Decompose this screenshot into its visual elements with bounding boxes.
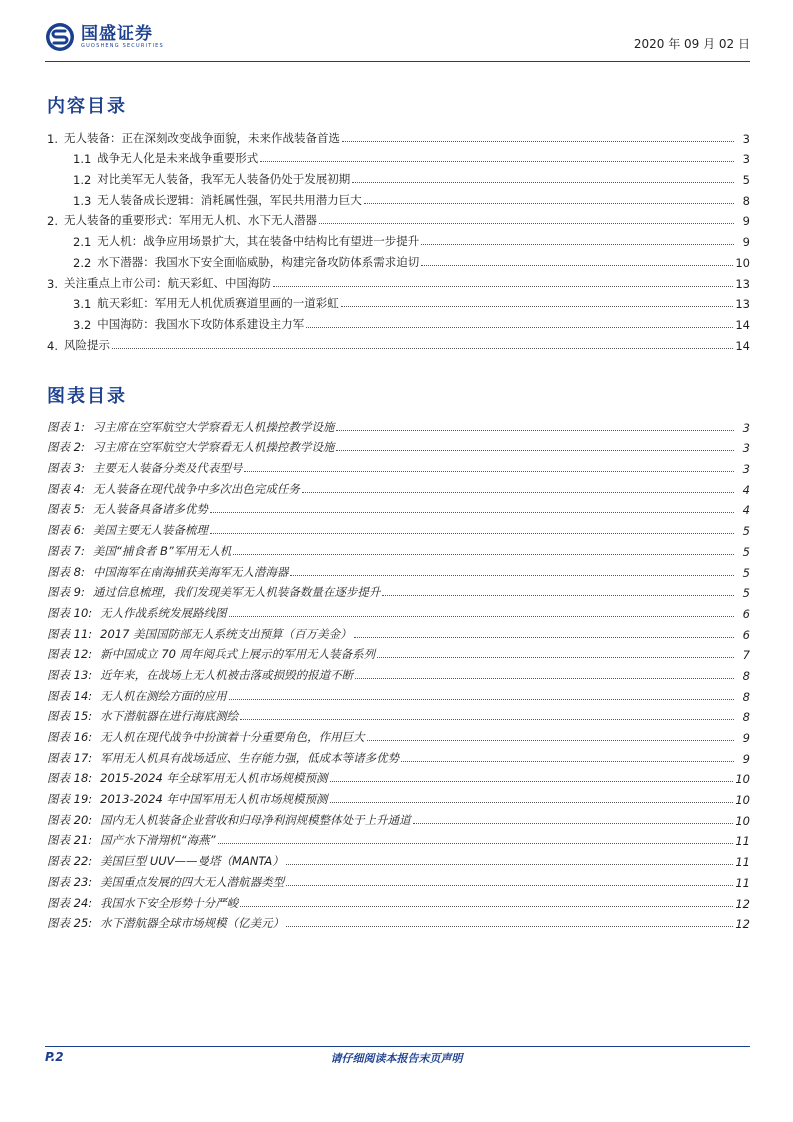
figure-entry-label: 图表 20: bbox=[47, 812, 93, 827]
figure-entry-label: 图表 17: bbox=[47, 750, 93, 765]
figure-entry[interactable] bbox=[47, 869, 750, 890]
toc-title: 内容目录 bbox=[47, 96, 127, 117]
figure-entry[interactable] bbox=[47, 455, 750, 476]
figure-entry-page: 6 bbox=[742, 627, 750, 642]
toc-entry-text: 战争无人化是未来战争重要形式 bbox=[97, 151, 259, 166]
toc-entry-text: 无人装备：正在深刻改变战争面貌，未来作战装备首选 bbox=[63, 130, 340, 145]
figure-entry-page: 5 bbox=[742, 586, 750, 601]
figure-entry-label: 图表 19: bbox=[47, 792, 93, 807]
figure-entry-page: 11 bbox=[735, 875, 750, 890]
brand-name-cn: 国盛证券 bbox=[81, 23, 153, 44]
figure-entry-label: 图表 3: bbox=[47, 461, 85, 476]
figure-entry-label: 图表 1: bbox=[47, 419, 85, 434]
toc-entry-number: 3.2 bbox=[73, 317, 92, 332]
figure-entry-page: 3 bbox=[742, 441, 750, 456]
figure-entry[interactable] bbox=[47, 683, 750, 704]
figure-entry-text: 中国海军在南海捕获美海军无人潜海器 bbox=[92, 564, 289, 579]
toc-entry[interactable] bbox=[47, 166, 750, 187]
figure-entry-label: 图表 21: bbox=[47, 833, 93, 848]
toc-entry-number: 1.2 bbox=[73, 173, 92, 188]
toc-entry-page: 9 bbox=[742, 214, 750, 229]
figure-entry-text: 我国水下安全形势十分严峻 bbox=[100, 895, 239, 910]
figure-entry-label: 图表 14: bbox=[47, 688, 93, 703]
figures-title: 图表目录 bbox=[47, 386, 127, 407]
figure-entry-label: 图表 11: bbox=[47, 626, 93, 641]
toc-entry-number: 2. bbox=[47, 214, 58, 229]
dot-leader bbox=[233, 554, 734, 555]
dot-leader bbox=[210, 512, 734, 513]
toc-entry[interactable] bbox=[47, 208, 750, 229]
figure-entry-page: 7 bbox=[742, 648, 750, 663]
dot-leader bbox=[421, 265, 733, 266]
figure-entry-text: 国产水下滑翔机“海燕” bbox=[100, 833, 216, 848]
toc-entry-page: 9 bbox=[742, 235, 750, 250]
figure-entry-page: 9 bbox=[742, 731, 750, 745]
guosheng-logo-icon bbox=[45, 22, 75, 52]
figure-entry-page: 8 bbox=[742, 668, 750, 683]
figure-entry-text: 2015-2024 年全球军用无人机市场规模预测 bbox=[100, 771, 328, 786]
toc-entry-text: 风险提示 bbox=[63, 337, 110, 352]
footer-divider bbox=[45, 1046, 750, 1047]
figure-entry-label: 图表 24: bbox=[47, 895, 93, 910]
figure-entry-label: 图表 23: bbox=[47, 874, 93, 889]
figure-entry[interactable] bbox=[47, 662, 750, 683]
figure-entry-text: 无人装备具备诸多优势 bbox=[92, 502, 208, 517]
toc-entry[interactable] bbox=[47, 146, 750, 167]
dot-leader bbox=[413, 823, 734, 824]
toc-entry-number: 1.3 bbox=[73, 193, 92, 208]
toc-entry[interactable] bbox=[47, 228, 750, 249]
dot-leader bbox=[286, 926, 733, 927]
figure-entry-page: 5 bbox=[742, 565, 750, 580]
figure-entry-page: 12 bbox=[735, 896, 750, 911]
figure-entry-label: 图表 12: bbox=[47, 647, 93, 662]
toc-entry-page: 10 bbox=[735, 255, 750, 270]
toc-entry-page: 3 bbox=[742, 131, 750, 146]
figure-entry-page: 3 bbox=[742, 462, 750, 477]
dot-leader bbox=[319, 223, 734, 224]
figure-entry[interactable] bbox=[47, 911, 750, 932]
dot-leader bbox=[112, 348, 733, 349]
figure-entry-label: 图表 6: bbox=[47, 523, 85, 538]
figure-entry-label: 图表 16: bbox=[47, 730, 93, 744]
toc-entry[interactable] bbox=[47, 270, 750, 291]
figure-entry-page: 12 bbox=[735, 917, 750, 932]
toc-entry[interactable] bbox=[47, 332, 750, 353]
figure-entry[interactable] bbox=[47, 414, 750, 435]
figure-entry-text: 新中国成立 70 周年阅兵式上展示的军用无人装备系列 bbox=[100, 647, 376, 662]
dot-leader bbox=[229, 616, 734, 617]
toc-entry-text: 中国海防：我国水下攻防体系建设主力军 bbox=[97, 316, 305, 331]
figure-entry-label: 图表 22: bbox=[47, 854, 93, 869]
dot-leader bbox=[273, 286, 733, 287]
figure-entry[interactable] bbox=[47, 517, 750, 538]
figure-entry-text: 国内无人机装备企业营收和归母净利润规模整体处于上升通道 bbox=[100, 812, 411, 827]
figure-entry-text: 2017 美国国防部无人系统支出预算（百万美金） bbox=[100, 626, 352, 641]
dot-leader bbox=[330, 781, 734, 782]
figure-entry[interactable] bbox=[47, 848, 750, 869]
brand-name-en: GUOSHENG SECURITIES bbox=[81, 42, 164, 49]
figure-entry-text: 美国巨型 UUV——曼塔（MANTA） bbox=[100, 854, 284, 869]
figure-entry-text: 无人装备在现代战争中多次出色完成任务 bbox=[92, 481, 300, 496]
figure-entry-page: 9 bbox=[742, 751, 750, 766]
figure-entry-text: 美国重点发展的四大无人潜航器类型 bbox=[100, 874, 285, 889]
header-divider bbox=[45, 61, 750, 62]
figure-entry-label: 图表 25: bbox=[47, 916, 93, 931]
figure-entry-text: 水下潜航器全球市场规模（亿美元） bbox=[100, 916, 285, 931]
toc-entry[interactable] bbox=[47, 249, 750, 270]
toc-entry[interactable] bbox=[47, 187, 750, 208]
figure-entry-label: 图表 10: bbox=[47, 605, 93, 620]
figure-entry-text: 美国“捕食者 B”军用无人机 bbox=[92, 543, 232, 558]
figure-entry-label: 图表 5: bbox=[47, 502, 85, 517]
figure-entry[interactable] bbox=[47, 497, 750, 518]
figure-entry-text: 主要无人装备分类及代表型号 bbox=[92, 461, 243, 476]
toc-entry-text: 无人装备成长逻辑：消耗属性强，军民共用潜力巨大 bbox=[97, 192, 362, 207]
footer-disclaimer: 请仔细阅读本报告末页声明 bbox=[330, 1052, 463, 1065]
figure-entry[interactable] bbox=[47, 559, 750, 580]
figure-entry-text: 水下潜航器在进行海底测绘 bbox=[100, 709, 239, 724]
figure-entry-text: 无人作战系统发展路线图 bbox=[100, 605, 227, 620]
toc-entry-number: 3.1 bbox=[73, 297, 92, 312]
toc-entry-page: 13 bbox=[735, 297, 750, 312]
toc-entry[interactable] bbox=[47, 291, 750, 312]
figure-entry-page: 8 bbox=[742, 710, 750, 725]
brand-logo bbox=[45, 22, 164, 52]
figure-entry[interactable] bbox=[47, 642, 750, 663]
dot-leader bbox=[286, 885, 733, 886]
figure-entry[interactable] bbox=[47, 538, 750, 559]
figure-entry-page: 11 bbox=[735, 855, 750, 870]
figure-entry-label: 图表 18: bbox=[47, 771, 93, 786]
figure-entry-page: 10 bbox=[735, 793, 750, 808]
figure-entry-text: 2013-2024 年中国军用无人机市场规模预测 bbox=[100, 792, 328, 807]
figure-entry-page: 11 bbox=[735, 834, 750, 849]
toc-entry-page: 8 bbox=[742, 193, 750, 208]
toc-entry-text: 水下潜器：我国水下安全面临威胁，构建完备攻防体系需求迫切 bbox=[97, 254, 420, 269]
dot-leader bbox=[210, 533, 734, 534]
report-date: 2020 年 09 月 02 日 bbox=[633, 37, 750, 51]
figure-entry-page: 6 bbox=[742, 606, 750, 621]
toc-list bbox=[47, 125, 750, 353]
figure-entry-page: 5 bbox=[742, 524, 750, 539]
toc-entry-text: 对比美军无人装备，我军无人装备仍处于发展初期 bbox=[97, 172, 351, 187]
toc-entry-page: 14 bbox=[735, 338, 750, 353]
figure-entry-text: 美国主要无人装备梳理 bbox=[92, 523, 208, 538]
dot-leader bbox=[218, 843, 734, 844]
dot-leader bbox=[382, 595, 734, 596]
toc-entry-number: 2.2 bbox=[73, 255, 92, 270]
toc-entry-text: 无人装备的重要形式：军用无人机、水下无人潜器 bbox=[63, 213, 317, 228]
figure-entry[interactable] bbox=[47, 745, 750, 766]
figure-entry[interactable] bbox=[47, 435, 750, 456]
figure-entry-page: 4 bbox=[742, 503, 750, 518]
toc-entry-number: 2.1 bbox=[73, 235, 92, 250]
figure-entry[interactable] bbox=[47, 580, 750, 601]
dot-leader bbox=[260, 161, 734, 162]
figure-entry-page: 10 bbox=[735, 772, 750, 787]
toc-entry-page: 14 bbox=[735, 317, 750, 332]
dot-leader bbox=[421, 244, 734, 245]
figure-entry[interactable] bbox=[47, 724, 750, 745]
figure-entry-label: 图表 13: bbox=[47, 667, 93, 682]
toc-entry[interactable] bbox=[47, 125, 750, 146]
figure-entry-page: 10 bbox=[735, 813, 750, 828]
dot-leader bbox=[336, 430, 734, 431]
figure-entry-label: 图表 15: bbox=[47, 709, 93, 724]
dot-leader bbox=[352, 182, 734, 183]
figure-entry-label: 图表 9: bbox=[47, 585, 85, 600]
toc-entry-page: 3 bbox=[742, 152, 750, 167]
figure-entry-page: 4 bbox=[742, 482, 750, 497]
figure-entry-text: 习主席在空军航空大学察看无人机操控教学设施 bbox=[92, 440, 335, 455]
dot-leader bbox=[290, 575, 734, 576]
figure-entry-text: 军用无人机具有战场适应、生存能力强，低成本等诸多优势 bbox=[100, 750, 400, 765]
figure-entry-text: 习主席在空军航空大学察看无人机操控教学设施 bbox=[92, 419, 335, 434]
figure-entry[interactable] bbox=[47, 476, 750, 497]
toc-entry-page: 13 bbox=[735, 276, 750, 291]
figure-entry-text: 无人机在现代战争中扮演着十分重要角色，作用巨大 bbox=[100, 730, 365, 744]
dot-leader bbox=[377, 657, 734, 658]
page-header bbox=[45, 22, 750, 62]
figure-entry[interactable] bbox=[47, 704, 750, 725]
dot-leader bbox=[229, 699, 734, 700]
toc-entry-text: 无人机：战争应用场景扩大，其在装备中结构比有望进一步提升 bbox=[97, 234, 420, 249]
dot-leader bbox=[240, 719, 734, 720]
figure-entry-label: 图表 4: bbox=[47, 481, 85, 496]
figure-entry-page: 3 bbox=[742, 420, 750, 435]
figure-entry[interactable] bbox=[47, 621, 750, 642]
toc-entry-text: 航天彩虹：军用无人机优质赛道里画的一道彩虹 bbox=[97, 296, 339, 311]
toc-entry-number: 4. bbox=[47, 338, 58, 353]
figures-list bbox=[47, 414, 750, 931]
dot-leader bbox=[240, 906, 733, 907]
figure-entry-label: 图表 2: bbox=[47, 440, 85, 455]
figure-entry-page: 8 bbox=[742, 689, 750, 704]
dot-leader bbox=[355, 678, 734, 679]
toc-entry-number: 1. bbox=[47, 131, 58, 146]
dot-leader bbox=[354, 637, 734, 638]
toc-entry[interactable] bbox=[47, 311, 750, 332]
toc-entry-number: 3. bbox=[47, 276, 58, 291]
dot-leader bbox=[342, 141, 734, 142]
toc-entry-number: 1.1 bbox=[73, 152, 92, 167]
toc-entry-page: 5 bbox=[742, 173, 750, 188]
figure-entry[interactable] bbox=[47, 828, 750, 849]
dot-leader bbox=[341, 306, 734, 307]
figure-entry-text: 无人机在测绘方面的应用 bbox=[100, 688, 227, 703]
page-number: P.2 bbox=[45, 1050, 64, 1064]
dot-leader bbox=[336, 450, 734, 451]
figure-entry-page: 5 bbox=[742, 544, 750, 559]
figure-entry[interactable] bbox=[47, 786, 750, 807]
dot-leader bbox=[401, 761, 734, 762]
toc-entry-text: 关注重点上市公司：航天彩虹、中国海防 bbox=[63, 275, 271, 290]
dot-leader bbox=[364, 203, 734, 204]
figure-entry[interactable] bbox=[47, 600, 750, 621]
dot-leader bbox=[367, 740, 734, 741]
figure-entry-label: 图表 7: bbox=[47, 543, 85, 558]
dot-leader bbox=[286, 864, 734, 865]
dot-leader bbox=[330, 802, 734, 803]
figure-entry-text: 近年来，在战场上无人机被击落或损毁的报道不断 bbox=[100, 667, 354, 682]
figure-entry[interactable] bbox=[47, 807, 750, 828]
figure-entry-label: 图表 8: bbox=[47, 564, 85, 579]
figure-entry[interactable] bbox=[47, 890, 750, 911]
figure-entry[interactable] bbox=[47, 766, 750, 787]
dot-leader bbox=[244, 471, 734, 472]
dot-leader bbox=[302, 492, 734, 493]
dot-leader bbox=[306, 327, 733, 328]
figure-entry-text: 通过信息梳理，我们发现美军无人机装备数量在逐步提升 bbox=[92, 585, 381, 600]
